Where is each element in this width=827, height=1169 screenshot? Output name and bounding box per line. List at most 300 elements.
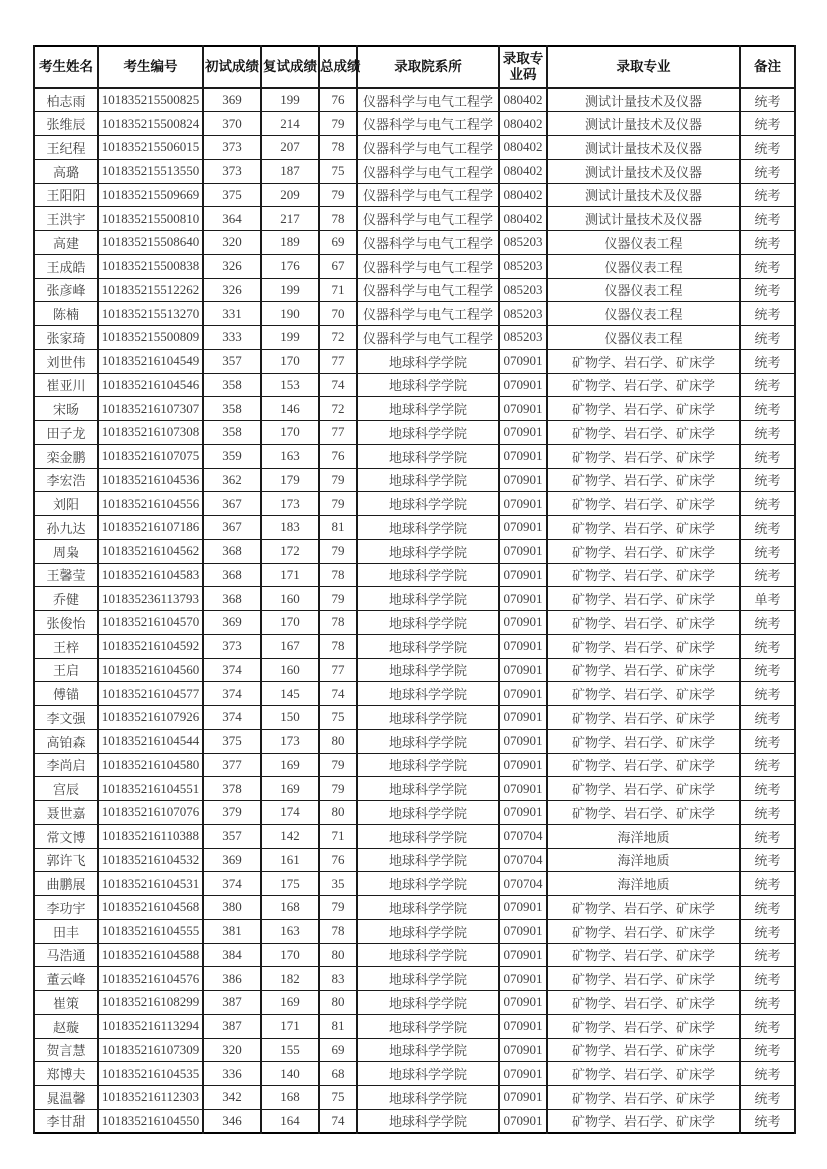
- cell-candidate-id: 101835216104555: [98, 919, 203, 943]
- cell-retest-score: 183: [261, 516, 319, 540]
- cell-remark: 统考: [740, 88, 795, 112]
- cell-major: 矿物学、岩石学、矿床学: [547, 492, 740, 516]
- cell-department: 地球科学学院: [357, 587, 499, 611]
- cell-retest-score: 161: [261, 848, 319, 872]
- table-row: [34, 254, 795, 278]
- cell-initial-score: 320: [203, 1038, 261, 1062]
- cell-major: 矿物学、岩石学、矿床学: [547, 539, 740, 563]
- cell-retest-score: 153: [261, 373, 319, 397]
- cell-candidate-id: 101835216107308: [98, 421, 203, 445]
- cell-major-code: 070901: [499, 397, 547, 421]
- cell-name: 张维辰: [34, 112, 98, 136]
- cell-major: 矿物学、岩石学、矿床学: [547, 682, 740, 706]
- table-row: [34, 563, 795, 587]
- table-row: [34, 373, 795, 397]
- cell-major-code: 070901: [499, 1038, 547, 1062]
- table-body: [34, 88, 795, 1133]
- table-row: [34, 397, 795, 421]
- cell-name: 王阳阳: [34, 183, 98, 207]
- cell-major: 矿物学、岩石学、矿床学: [547, 943, 740, 967]
- cell-candidate-id: 101835216104580: [98, 753, 203, 777]
- cell-candidate-id: 101835216104535: [98, 1062, 203, 1086]
- cell-candidate-id: 101835216104577: [98, 682, 203, 706]
- cell-major-code: 070901: [499, 587, 547, 611]
- cell-total-score: 74: [319, 373, 357, 397]
- cell-initial-score: 378: [203, 777, 261, 801]
- cell-initial-score: 364: [203, 207, 261, 231]
- cell-remark: 统考: [740, 848, 795, 872]
- cell-total-score: 77: [319, 349, 357, 373]
- cell-major: 矿物学、岩石学、矿床学: [547, 349, 740, 373]
- cell-retest-score: 174: [261, 801, 319, 825]
- cell-remark: 统考: [740, 872, 795, 896]
- cell-major-code: 070901: [499, 1062, 547, 1086]
- cell-retest-score: 199: [261, 278, 319, 302]
- cell-total-score: 79: [319, 183, 357, 207]
- cell-retest-score: 217: [261, 207, 319, 231]
- header-department: 录取院系所: [357, 46, 499, 88]
- cell-remark: 统考: [740, 136, 795, 160]
- cell-department: 地球科学学院: [357, 967, 499, 991]
- cell-department: 地球科学学院: [357, 563, 499, 587]
- cell-major-code: 070901: [499, 706, 547, 730]
- cell-remark: 单考: [740, 587, 795, 611]
- cell-initial-score: 369: [203, 88, 261, 112]
- cell-total-score: 79: [319, 777, 357, 801]
- cell-remark: 统考: [740, 373, 795, 397]
- cell-initial-score: 359: [203, 444, 261, 468]
- cell-retest-score: 160: [261, 658, 319, 682]
- cell-remark: 统考: [740, 444, 795, 468]
- table-row: [34, 919, 795, 943]
- cell-initial-score: 374: [203, 682, 261, 706]
- cell-remark: 统考: [740, 1014, 795, 1038]
- cell-candidate-id: 101835215500810: [98, 207, 203, 231]
- table-row: [34, 516, 795, 540]
- header-total-score: 总成绩: [319, 46, 357, 88]
- cell-major: 测试计量技术及仪器: [547, 183, 740, 207]
- cell-total-score: 78: [319, 919, 357, 943]
- cell-major-code: 070901: [499, 967, 547, 991]
- cell-candidate-id: 101835216104583: [98, 563, 203, 587]
- cell-candidate-id: 101835216104532: [98, 848, 203, 872]
- cell-total-score: 80: [319, 801, 357, 825]
- cell-name: 崔策: [34, 991, 98, 1015]
- cell-major: 矿物学、岩石学、矿床学: [547, 563, 740, 587]
- cell-major-code: 070901: [499, 753, 547, 777]
- cell-total-score: 74: [319, 1109, 357, 1133]
- cell-name: 高铂森: [34, 729, 98, 753]
- cell-candidate-id: 101835216110388: [98, 824, 203, 848]
- cell-total-score: 79: [319, 539, 357, 563]
- cell-major: 矿物学、岩石学、矿床学: [547, 421, 740, 445]
- cell-remark: 统考: [740, 706, 795, 730]
- cell-retest-score: 164: [261, 1109, 319, 1133]
- cell-total-score: 75: [319, 159, 357, 183]
- cell-name: 贺言慧: [34, 1038, 98, 1062]
- cell-candidate-id: 101835216107186: [98, 516, 203, 540]
- cell-initial-score: 380: [203, 896, 261, 920]
- cell-remark: 统考: [740, 896, 795, 920]
- cell-retest-score: 145: [261, 682, 319, 706]
- cell-remark: 统考: [740, 183, 795, 207]
- table-row: [34, 468, 795, 492]
- cell-candidate-id: 101835216104592: [98, 634, 203, 658]
- cell-total-score: 74: [319, 682, 357, 706]
- cell-retest-score: 163: [261, 919, 319, 943]
- cell-retest-score: 173: [261, 492, 319, 516]
- cell-name: 田丰: [34, 919, 98, 943]
- cell-candidate-id: 101835215513270: [98, 302, 203, 326]
- cell-candidate-id: 101835216104588: [98, 943, 203, 967]
- cell-candidate-id: 101835215500825: [98, 88, 203, 112]
- cell-major: 海洋地质: [547, 872, 740, 896]
- cell-retest-score: 150: [261, 706, 319, 730]
- cell-retest-score: 170: [261, 943, 319, 967]
- cell-major: 矿物学、岩石学、矿床学: [547, 753, 740, 777]
- cell-remark: 统考: [740, 326, 795, 350]
- cell-initial-score: 358: [203, 397, 261, 421]
- cell-major-code: 070901: [499, 729, 547, 753]
- cell-major: 矿物学、岩石学、矿床学: [547, 1086, 740, 1110]
- cell-major: 矿物学、岩石学、矿床学: [547, 587, 740, 611]
- table-row: [34, 587, 795, 611]
- cell-retest-score: 163: [261, 444, 319, 468]
- cell-major-code: 070901: [499, 658, 547, 682]
- cell-major: 仪器仪表工程: [547, 231, 740, 255]
- table-row: [34, 421, 795, 445]
- cell-name: 王成皓: [34, 254, 98, 278]
- cell-remark: 统考: [740, 421, 795, 445]
- cell-major: 海洋地质: [547, 848, 740, 872]
- cell-candidate-id: 101835236113793: [98, 587, 203, 611]
- cell-candidate-id: 101835215509669: [98, 183, 203, 207]
- table-row: [34, 896, 795, 920]
- cell-initial-score: 362: [203, 468, 261, 492]
- header-candidate-name: 考生姓名: [34, 46, 98, 88]
- cell-major-code: 070901: [499, 563, 547, 587]
- cell-major-code: 070901: [499, 991, 547, 1015]
- cell-department: 地球科学学院: [357, 706, 499, 730]
- table-row: [34, 1038, 795, 1062]
- cell-name: 赵璇: [34, 1014, 98, 1038]
- cell-department: 地球科学学院: [357, 1086, 499, 1110]
- cell-major-code: 070901: [499, 634, 547, 658]
- cell-name: 李功宇: [34, 896, 98, 920]
- cell-remark: 统考: [740, 112, 795, 136]
- cell-total-score: 78: [319, 563, 357, 587]
- cell-remark: 统考: [740, 516, 795, 540]
- cell-candidate-id: 101835216104576: [98, 967, 203, 991]
- header-initial-score: 初试成绩: [203, 46, 261, 88]
- cell-initial-score: 368: [203, 587, 261, 611]
- cell-remark: 统考: [740, 1086, 795, 1110]
- table-row: [34, 159, 795, 183]
- cell-remark: 统考: [740, 753, 795, 777]
- cell-total-score: 69: [319, 1038, 357, 1062]
- cell-department: 地球科学学院: [357, 397, 499, 421]
- cell-remark: 统考: [740, 231, 795, 255]
- cell-total-score: 71: [319, 278, 357, 302]
- cell-major: 矿物学、岩石学、矿床学: [547, 634, 740, 658]
- cell-total-score: 79: [319, 492, 357, 516]
- cell-name: 陈楠: [34, 302, 98, 326]
- cell-total-score: 79: [319, 468, 357, 492]
- cell-major-code: 070901: [499, 349, 547, 373]
- cell-initial-score: 367: [203, 516, 261, 540]
- cell-total-score: 83: [319, 967, 357, 991]
- cell-initial-score: 368: [203, 539, 261, 563]
- cell-department: 仪器科学与电气工程学: [357, 302, 499, 326]
- cell-major-code: 080402: [499, 183, 547, 207]
- table-row: [34, 539, 795, 563]
- cell-retest-score: 182: [261, 967, 319, 991]
- cell-remark: 统考: [740, 824, 795, 848]
- cell-total-score: 79: [319, 112, 357, 136]
- cell-major-code: 070901: [499, 1109, 547, 1133]
- cell-department: 地球科学学院: [357, 991, 499, 1015]
- cell-retest-score: 209: [261, 183, 319, 207]
- cell-initial-score: 358: [203, 421, 261, 445]
- table-row: [34, 183, 795, 207]
- cell-major-code: 080402: [499, 207, 547, 231]
- cell-major: 矿物学、岩石学、矿床学: [547, 1038, 740, 1062]
- cell-name: 王梓: [34, 634, 98, 658]
- cell-remark: 统考: [740, 634, 795, 658]
- cell-retest-score: 167: [261, 634, 319, 658]
- cell-major-code: 070901: [499, 468, 547, 492]
- cell-total-score: 72: [319, 397, 357, 421]
- cell-name: 傅锚: [34, 682, 98, 706]
- header-retest-score: 复试成绩: [261, 46, 319, 88]
- cell-department: 地球科学学院: [357, 848, 499, 872]
- cell-name: 张家琦: [34, 326, 98, 350]
- cell-total-score: 79: [319, 587, 357, 611]
- cell-candidate-id: 101835216113294: [98, 1014, 203, 1038]
- cell-name: 孙九达: [34, 516, 98, 540]
- cell-name: 周枭: [34, 539, 98, 563]
- cell-candidate-id: 101835216112303: [98, 1086, 203, 1110]
- cell-name: 董云峰: [34, 967, 98, 991]
- cell-department: 地球科学学院: [357, 824, 499, 848]
- cell-initial-score: 326: [203, 254, 261, 278]
- cell-department: 仪器科学与电气工程学: [357, 136, 499, 160]
- table-row: [34, 278, 795, 302]
- cell-total-score: 35: [319, 872, 357, 896]
- table-row: [34, 326, 795, 350]
- cell-retest-score: 199: [261, 326, 319, 350]
- cell-major: 矿物学、岩石学、矿床学: [547, 373, 740, 397]
- cell-department: 仪器科学与电气工程学: [357, 183, 499, 207]
- cell-name: 李甘甜: [34, 1109, 98, 1133]
- cell-remark: 统考: [740, 658, 795, 682]
- cell-major-code: 085203: [499, 231, 547, 255]
- cell-remark: 统考: [740, 729, 795, 753]
- cell-total-score: 69: [319, 231, 357, 255]
- cell-major: 测试计量技术及仪器: [547, 88, 740, 112]
- cell-department: 地球科学学院: [357, 468, 499, 492]
- cell-department: 地球科学学院: [357, 373, 499, 397]
- cell-total-score: 77: [319, 658, 357, 682]
- cell-candidate-id: 101835216107307: [98, 397, 203, 421]
- table-row: [34, 112, 795, 136]
- cell-name: 刘阳: [34, 492, 98, 516]
- cell-retest-score: 169: [261, 991, 319, 1015]
- cell-name: 高建: [34, 231, 98, 255]
- cell-retest-score: 140: [261, 1062, 319, 1086]
- cell-remark: 统考: [740, 563, 795, 587]
- cell-name: 刘世伟: [34, 349, 98, 373]
- table-row: [34, 207, 795, 231]
- cell-total-score: 72: [319, 326, 357, 350]
- cell-candidate-id: 101835216107076: [98, 801, 203, 825]
- cell-department: 仪器科学与电气工程学: [357, 278, 499, 302]
- cell-major: 矿物学、岩石学、矿床学: [547, 397, 740, 421]
- cell-retest-score: 142: [261, 824, 319, 848]
- cell-candidate-id: 101835215508640: [98, 231, 203, 255]
- table-row: [34, 824, 795, 848]
- header-remark: 备注: [740, 46, 795, 88]
- cell-candidate-id: 101835215500824: [98, 112, 203, 136]
- cell-major: 矿物学、岩石学、矿床学: [547, 468, 740, 492]
- cell-name: 田子龙: [34, 421, 98, 445]
- cell-candidate-id: 101835216104546: [98, 373, 203, 397]
- table-row: [34, 967, 795, 991]
- cell-candidate-id: 101835216107926: [98, 706, 203, 730]
- cell-total-score: 70: [319, 302, 357, 326]
- cell-remark: 统考: [740, 349, 795, 373]
- cell-major-code: 080402: [499, 136, 547, 160]
- cell-name: 栾金鹏: [34, 444, 98, 468]
- cell-major: 矿物学、岩石学、矿床学: [547, 516, 740, 540]
- cell-major: 仪器仪表工程: [547, 278, 740, 302]
- cell-department: 地球科学学院: [357, 516, 499, 540]
- cell-total-score: 79: [319, 896, 357, 920]
- cell-initial-score: 326: [203, 278, 261, 302]
- header-row: [34, 46, 795, 88]
- cell-major: 矿物学、岩石学、矿床学: [547, 919, 740, 943]
- cell-initial-score: 333: [203, 326, 261, 350]
- table-row: [34, 302, 795, 326]
- cell-total-score: 68: [319, 1062, 357, 1086]
- cell-initial-score: 386: [203, 967, 261, 991]
- table-row: [34, 231, 795, 255]
- cell-retest-score: 169: [261, 753, 319, 777]
- table-row: [34, 729, 795, 753]
- cell-name: 马浩通: [34, 943, 98, 967]
- cell-department: 地球科学学院: [357, 634, 499, 658]
- cell-name: 王纪程: [34, 136, 98, 160]
- cell-initial-score: 320: [203, 231, 261, 255]
- cell-major-code: 085203: [499, 278, 547, 302]
- cell-initial-score: 331: [203, 302, 261, 326]
- cell-major-code: 070901: [499, 1086, 547, 1110]
- cell-total-score: 80: [319, 729, 357, 753]
- cell-major: 仪器仪表工程: [547, 254, 740, 278]
- cell-major-code: 085203: [499, 254, 547, 278]
- cell-major: 测试计量技术及仪器: [547, 136, 740, 160]
- cell-candidate-id: 101835216107075: [98, 444, 203, 468]
- cell-major-code: 070704: [499, 824, 547, 848]
- cell-total-score: 78: [319, 136, 357, 160]
- table-row: [34, 492, 795, 516]
- cell-name: 张俊怡: [34, 611, 98, 635]
- cell-major: 海洋地质: [547, 824, 740, 848]
- cell-candidate-id: 101835215500838: [98, 254, 203, 278]
- table-row: [34, 801, 795, 825]
- cell-department: 地球科学学院: [357, 658, 499, 682]
- cell-remark: 统考: [740, 919, 795, 943]
- cell-retest-score: 171: [261, 563, 319, 587]
- cell-initial-score: 336: [203, 1062, 261, 1086]
- cell-department: 地球科学学院: [357, 919, 499, 943]
- cell-remark: 统考: [740, 1038, 795, 1062]
- cell-retest-score: 176: [261, 254, 319, 278]
- cell-department: 地球科学学院: [357, 753, 499, 777]
- cell-major: 矿物学、岩石学、矿床学: [547, 444, 740, 468]
- cell-name: 宫辰: [34, 777, 98, 801]
- cell-retest-score: 170: [261, 421, 319, 445]
- cell-name: 李宏浩: [34, 468, 98, 492]
- cell-department: 仪器科学与电气工程学: [357, 112, 499, 136]
- cell-major-code: 070901: [499, 444, 547, 468]
- cell-initial-score: 358: [203, 373, 261, 397]
- cell-initial-score: 387: [203, 1014, 261, 1038]
- cell-department: 地球科学学院: [357, 872, 499, 896]
- table-row: [34, 444, 795, 468]
- cell-major: 矿物学、岩石学、矿床学: [547, 1109, 740, 1133]
- cell-candidate-id: 101835215512262: [98, 278, 203, 302]
- cell-initial-score: 346: [203, 1109, 261, 1133]
- cell-department: 地球科学学院: [357, 1014, 499, 1038]
- cell-remark: 统考: [740, 254, 795, 278]
- cell-major: 矿物学、岩石学、矿床学: [547, 1014, 740, 1038]
- cell-major-code: 070901: [499, 919, 547, 943]
- table-row: [34, 136, 795, 160]
- cell-candidate-id: 101835216104556: [98, 492, 203, 516]
- cell-department: 地球科学学院: [357, 777, 499, 801]
- cell-initial-score: 375: [203, 183, 261, 207]
- table-row: [34, 1062, 795, 1086]
- cell-major: 矿物学、岩石学、矿床学: [547, 991, 740, 1015]
- cell-initial-score: 374: [203, 658, 261, 682]
- cell-initial-score: 374: [203, 872, 261, 896]
- cell-candidate-id: 101835216104550: [98, 1109, 203, 1133]
- cell-major-code: 070901: [499, 539, 547, 563]
- cell-major-code: 070901: [499, 896, 547, 920]
- header-major-code: 录取专业码: [499, 46, 547, 88]
- cell-major: 矿物学、岩石学、矿床学: [547, 729, 740, 753]
- cell-retest-score: 179: [261, 468, 319, 492]
- cell-total-score: 78: [319, 634, 357, 658]
- cell-department: 地球科学学院: [357, 1038, 499, 1062]
- cell-retest-score: 172: [261, 539, 319, 563]
- cell-major: 矿物学、岩石学、矿床学: [547, 658, 740, 682]
- cell-initial-score: 387: [203, 991, 261, 1015]
- cell-initial-score: 375: [203, 729, 261, 753]
- cell-major-code: 070704: [499, 848, 547, 872]
- cell-remark: 统考: [740, 302, 795, 326]
- cell-major: 矿物学、岩石学、矿床学: [547, 896, 740, 920]
- cell-major-code: 070901: [499, 492, 547, 516]
- cell-remark: 统考: [740, 991, 795, 1015]
- cell-department: 地球科学学院: [357, 349, 499, 373]
- cell-initial-score: 373: [203, 634, 261, 658]
- cell-retest-score: 207: [261, 136, 319, 160]
- cell-remark: 统考: [740, 278, 795, 302]
- header-candidate-id: 考生编号: [98, 46, 203, 88]
- table-row: [34, 611, 795, 635]
